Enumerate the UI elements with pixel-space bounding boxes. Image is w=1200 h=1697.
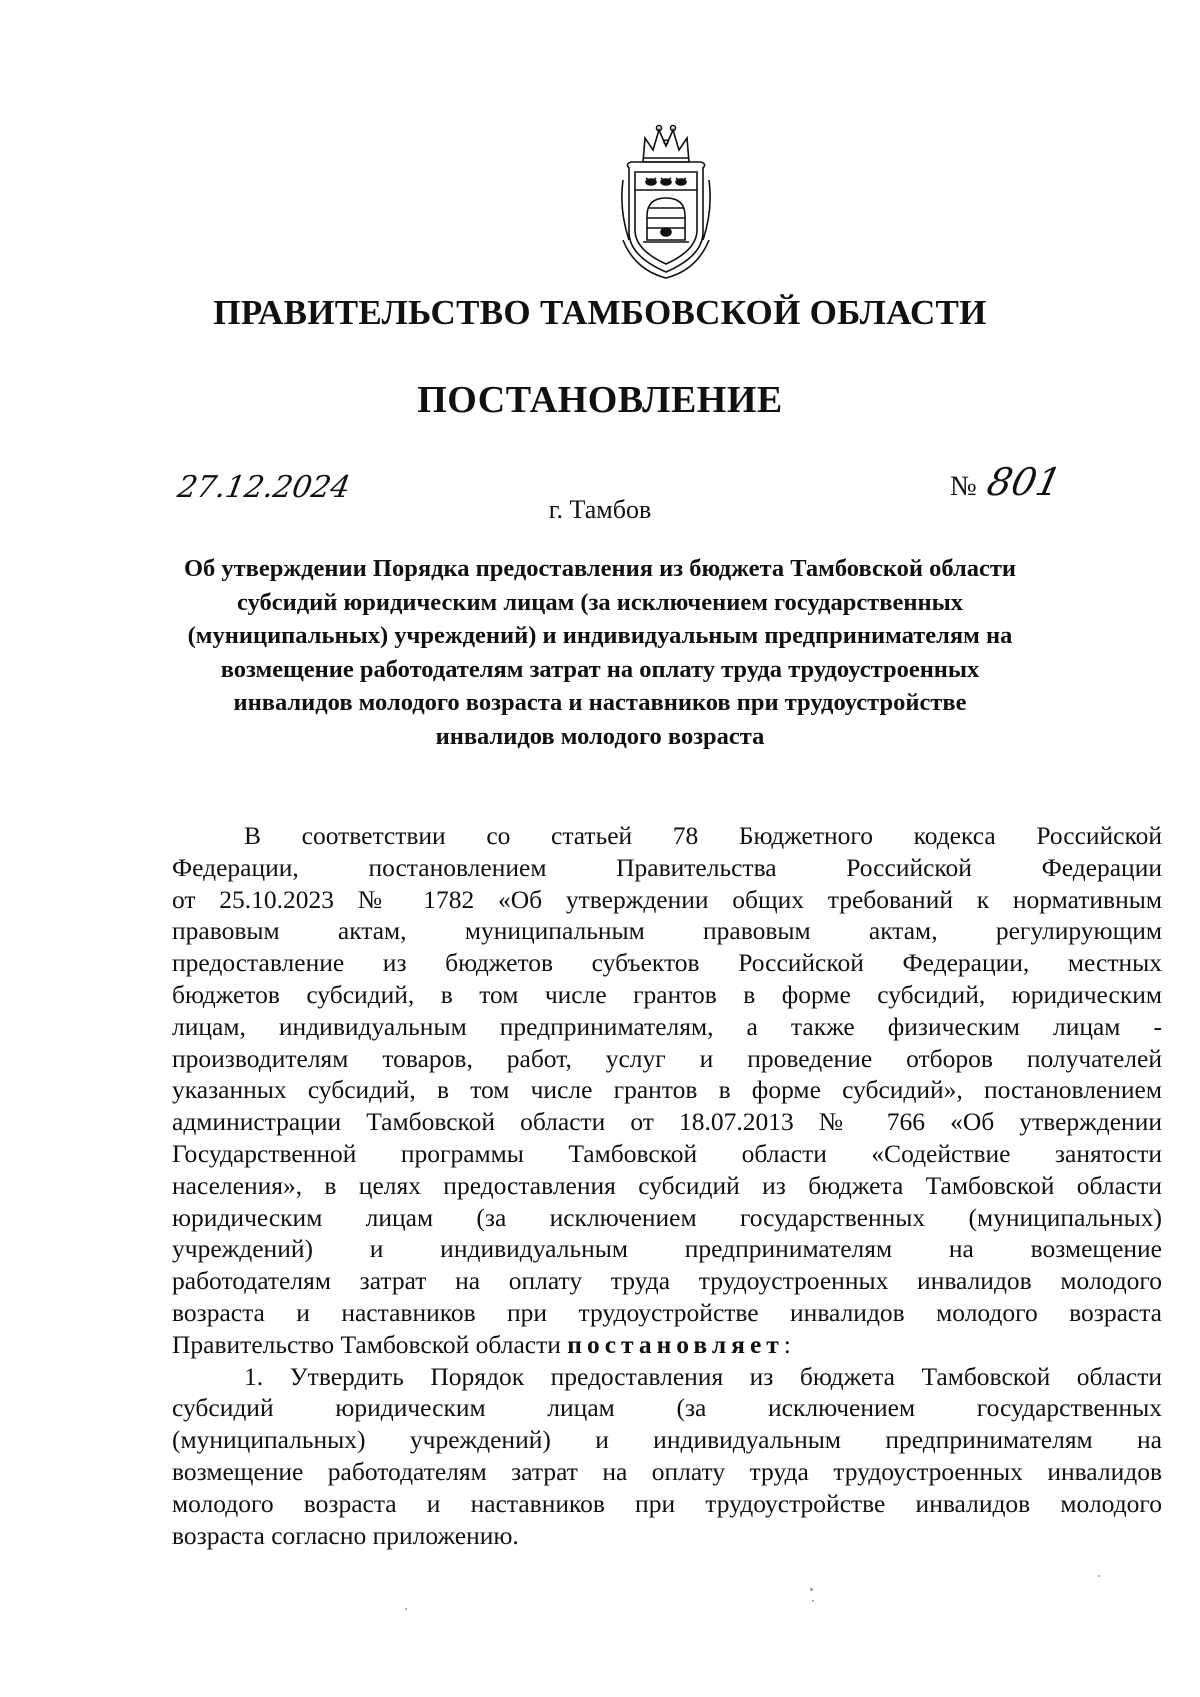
item-1-line: возраста согласно приложению. (172, 1520, 519, 1550)
scan-speck (405, 1608, 407, 1610)
preamble-line: от 25.10.2023 № 1782 «Об утверждении общих требований к нормативным (172, 884, 1162, 914)
scan-speck (812, 1600, 814, 1602)
preamble-line: Федерации, постановлением Правительства Российской Федерации (172, 852, 1162, 882)
document-type: ПОСТАНОВЛЕНИЕ (417, 379, 783, 421)
organization-name: ПРАВИТЕЛЬСТВО ТАМБОВСКОЙ ОБЛАСТИ (213, 293, 987, 332)
resolution-line (172, 1329, 1162, 1361)
title-line: инвалидов молодого возраста и наставников при трудоустройстве (233, 689, 967, 716)
scan-speck (810, 1588, 813, 1591)
preamble-line: возраста и наставников при трудоустройстве инвалидов молодого возраста (172, 1297, 1162, 1327)
title-line: инвалидов молодого возраста (435, 722, 765, 750)
number-value: 801 (983, 460, 1065, 504)
document-city: г. Тамбов (548, 495, 652, 524)
item-1-line: молодого возраста и наставников при трудоустройстве инвалидов молодого (172, 1488, 1162, 1518)
item-1-line: возмещение работодателям затрат на оплату труда трудоустроенных инвалидов (172, 1456, 1162, 1486)
preamble-line: лицам, индивидуальным предпринимателям, а также физическим лицам - (172, 1011, 1162, 1041)
preamble-line: указанных субсидий, в том числе грантов в форме субсидий», постановлением (172, 1075, 1162, 1105)
title-line: (муниципальных) учреждений) и индивидуальным предпринимателям на (187, 622, 1013, 649)
preamble-line: населения», в целях предоставления субсидий из бюджета Тамбовской области (172, 1170, 1162, 1200)
preamble-line: производителям товаров, работ, услуг и проведение отборов получателей (172, 1043, 1162, 1073)
title-line: возмещение работодателям затрат на оплату труда трудоустроенных (220, 655, 980, 683)
preamble-line: администрации Тамбовской области от 18.07.2013 № 766 «Об утверждении (172, 1107, 1162, 1137)
preamble-line: учреждений) и индивидуальным предпринимателям на возмещение (172, 1234, 1162, 1264)
title-line: Об утверждении Порядка предоставления из бюджета Тамбовской области (183, 555, 1017, 582)
preamble-line: В соответствии со статьей 78 Бюджетного кодекса Российской (244, 821, 1162, 850)
item-1-line: 1. Утвердить Порядок предоставления из бюджета Тамбовской области (244, 1361, 1162, 1391)
document-date: 27.12.2024 (174, 470, 353, 505)
preamble-line: правовым актам, муниципальным правовым актам, регулирующим (172, 916, 1162, 946)
item-1-line: (муниципальных) учреждений) и индивидуальным предпринимателям на (172, 1425, 1162, 1455)
number-label: № (950, 471, 977, 502)
document-title (160, 552, 1040, 753)
title-line: субсидий юридическим лицам (за исключением государственных (237, 588, 963, 616)
preamble-line: бюджетов субсидий, в том числе грантов в форме субсидий, юридическим (172, 979, 1162, 1009)
resolution-suffix: : (783, 1329, 791, 1359)
item-1-line: субсидий юридическим лицам (за исключением государственных (172, 1393, 1162, 1423)
tambov-coat-of-arms-icon (615, 120, 717, 280)
preamble-line: работодателям затрат на оплату труда трудоустроенных инвалидов молодого (172, 1266, 1162, 1296)
scan-speck (1098, 1575, 1100, 1577)
preamble-line: Государственной программы Тамбовской области «Содействие занятости (172, 1138, 1162, 1168)
document-body (172, 820, 1162, 1551)
preamble-line: предоставление из бюджетов субъектов Российской Федерации, местных (172, 948, 1162, 978)
preamble-line: юридическим лицам (за исключением государственных (муниципальных) (172, 1202, 1162, 1232)
resolution-prefix: Правительство Тамбовской области (172, 1329, 568, 1359)
resolution-word: постановляет (567, 1329, 784, 1359)
